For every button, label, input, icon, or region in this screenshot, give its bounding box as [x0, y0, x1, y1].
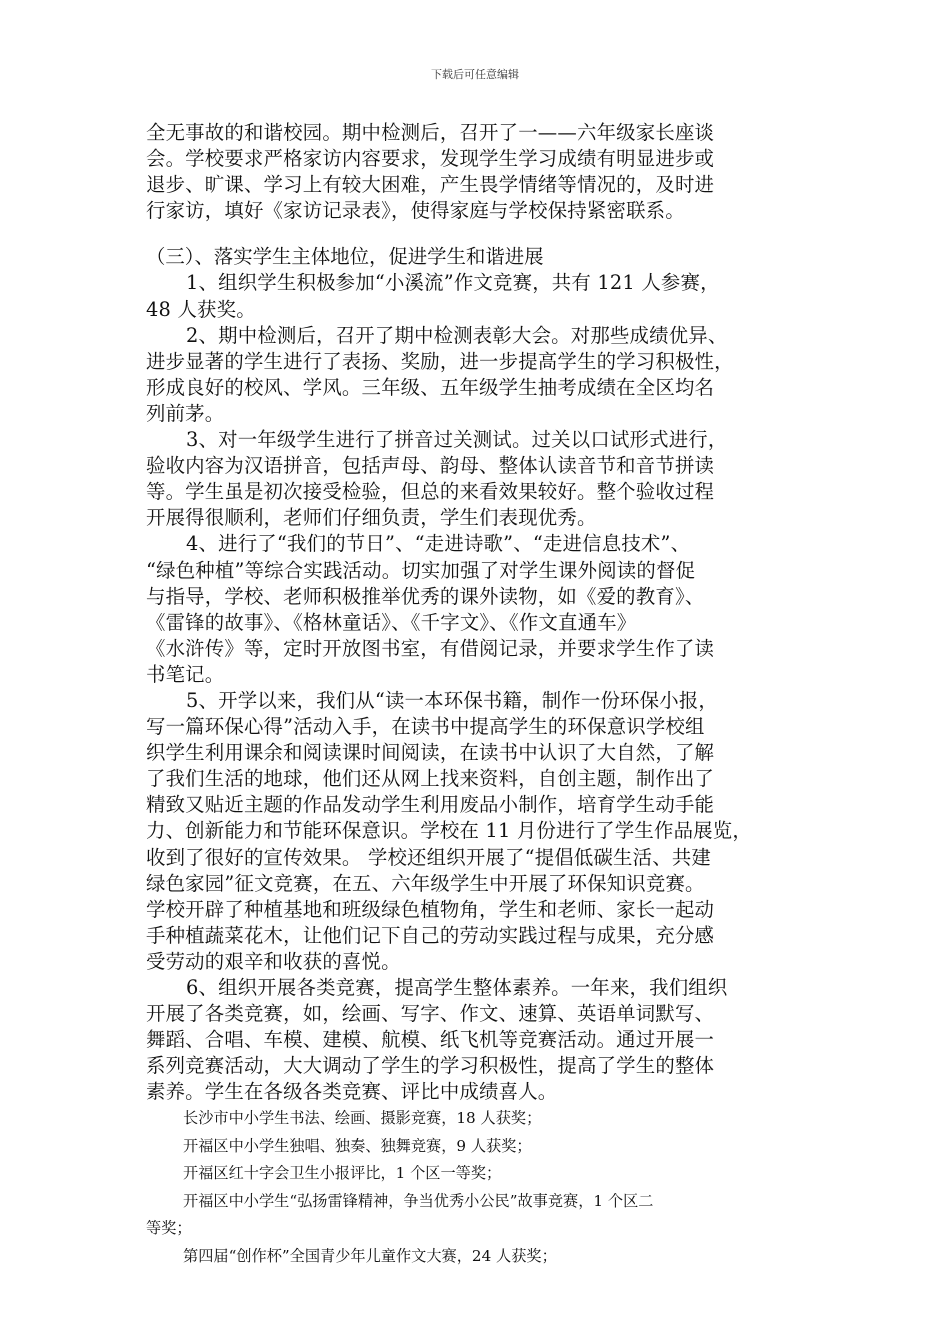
text-line: 与指导，学校、老师积极推举优秀的课外读物，如《爱的教育》、: [146, 584, 705, 608]
text-line: 等。学生虽是初次接受检验，但总的来看效果较好。整个验收过程: [146, 480, 715, 504]
intro-paragraph: [146, 120, 814, 224]
text-line: “绿色种植”等综合实践活动。切实加强了对学生课外阅读的督促: [146, 558, 696, 582]
text-line: 精致又贴近主题的作品发动学生利用废品小制作，培育学生动手能: [146, 793, 715, 817]
award-item: 开福区中小学生“弘扬雷锋精神，争当优秀小公民”故事竞赛，1 个区二: [183, 1191, 654, 1210]
award-item: 第四届“创作杯”全国青少年儿童作文大赛，24 人获奖；: [183, 1246, 557, 1265]
text-line: 了我们生活的地球，他们还从网上找来资料，自创主题，制作出了: [146, 767, 715, 791]
text-line: 行家访，填好《家访记录表》，使得家庭与学校保持紧密联系。: [146, 199, 685, 223]
text-line: 写一篇环保心得”活动入手，在读书中提高学生的环保意识学校组: [146, 715, 705, 739]
text-line: 4、进行了“我们的节日”、“走进诗歌”、“走进信息技术”、: [186, 532, 691, 556]
text-line: 学校开辟了种植基地和班级绿色植物角，学生和老师、家长一起动: [146, 897, 715, 921]
award-item: 开福区中小学生独唱、独奏、独舞竞赛，9 人获奖；: [183, 1136, 532, 1155]
text-line: 素养。学生在各级各类竞赛、评比中成绩喜人。: [146, 1080, 558, 1104]
text-line: 舞蹈、合唱、车模、建模、航模、纸飞机等竞赛活动。通过开展一: [146, 1028, 715, 1052]
text-line: 全无事故的和谐校园。期中检测后，召开了一——六年级家长座谈: [146, 121, 715, 144]
text-line: 受劳动的艰辛和收获的喜悦。: [146, 949, 401, 973]
text-line: 退步、旷课、学习上有较大困难，产生畏学情绪等情况的，及时进: [146, 173, 715, 197]
text-line: 1、组织学生积极参加“小溪流”作文竞赛，共有 121 人参赛，: [186, 271, 720, 295]
text-line: 书笔记。: [146, 662, 225, 686]
section-title: （三）、落实学生主体地位，促进学生和谐进展: [146, 245, 544, 269]
text-line: 3、对一年级学生进行了拼音过关测试。过关以口试形式进行，: [186, 428, 728, 452]
text-line: 《雷锋的故事》、《格林童话》、《千字文》、《作文直通车》: [146, 610, 637, 634]
text-line: 系列竞赛活动，大大调动了学生的学习积极性，提高了学生的整体: [146, 1054, 715, 1078]
text-line: 绿色家园”征文竞赛，在五、六年级学生中开展了环保知识竞赛。: [146, 871, 705, 895]
text-line: 织学生利用课余和阅读课时间阅读，在读书中认识了大自然，了解: [146, 741, 715, 765]
text-line: 48 人获奖。: [146, 297, 256, 321]
award-item: 开福区红十字会卫生小报评比，1 个区一等奖；: [183, 1164, 502, 1183]
page-header: 下载后可任意编辑: [431, 68, 519, 81]
text-line: 2、期中检测后，召开了期中检测表彰大会。对那些成绩优异、: [186, 323, 728, 347]
text-line: 进步显著的学生进行了表扬、奖励，进一步提高学生的学习积极性，: [146, 349, 734, 373]
text-line: 开展了各类竞赛，如，绘画、写字、作文、速算、英语单词默写、: [146, 1002, 715, 1026]
award-item-continuation: 等奖；: [146, 1219, 192, 1238]
text-line: 5、开学以来，我们从“读一本环保书籍，制作一份环保小报，: [186, 688, 719, 712]
text-line: 收到了很好的宣传效果。 学校还组织开展了“提倡低碳生活、共建: [146, 845, 712, 869]
paragraph-3: [146, 427, 814, 531]
text-line: 会。学校要求严格家访内容要求，发现学生学习成绩有明显进步或: [146, 147, 715, 171]
document-body: [146, 120, 814, 1270]
text-line: 开展得很顺利，老师们仔细负责，学生们表现优秀。: [146, 506, 597, 530]
award-item: 长沙市中小学生书法、绘画、摄影竞赛，18 人获奖；: [183, 1109, 542, 1128]
awards-list: [146, 1105, 814, 1270]
text-line: 形成良好的校风、学风。三年级、五年级学生抽考成绩在全区均名: [146, 375, 715, 399]
paragraph-4: [146, 531, 814, 688]
text-line: 《水浒传》等，定时开放图书室，有借阅记录，并要求学生作了读: [146, 636, 715, 660]
text-line: 6、组织开展各类竞赛，提高学生整体素养。一年来，我们组织: [186, 976, 728, 999]
text-line: 验收内容为汉语拼音，包括声母、韵母、整体认读音节和音节拼读: [146, 454, 715, 478]
paragraph-1: [146, 270, 814, 322]
paragraph-2: [146, 323, 814, 427]
text-line: 列前茅。: [146, 401, 225, 425]
paragraph-6: [146, 975, 814, 1105]
text-line: 手种植蔬菜花木，让他们记下自己的劳动实践过程与成果，充分感: [146, 923, 715, 947]
paragraph-5: [146, 688, 814, 975]
text-line: 力、创新能力和节能环保意识。学校在 11 月份进行了学生作品展览，: [146, 819, 752, 843]
